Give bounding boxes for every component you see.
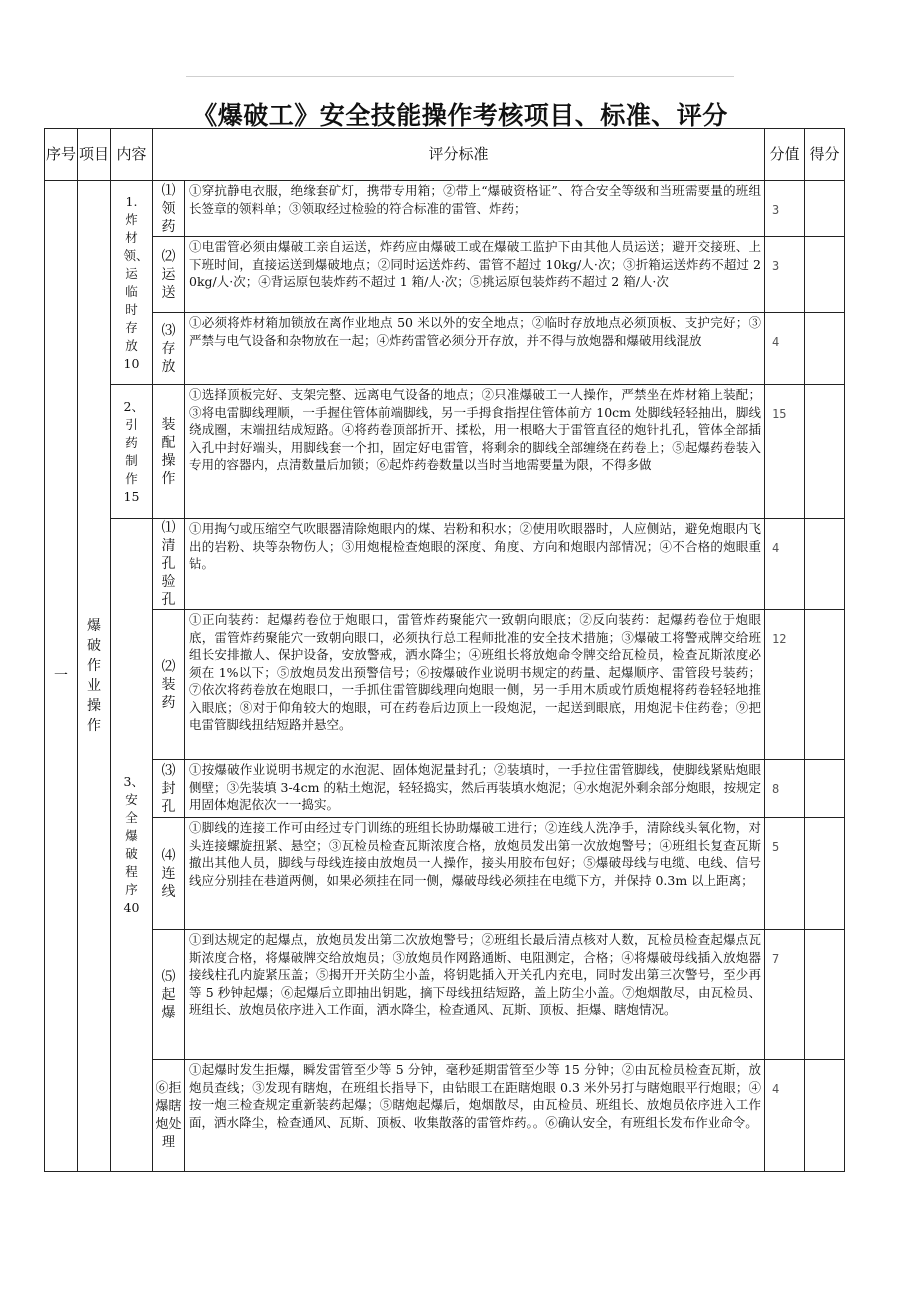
criteria-text: ①穿抗静电衣服，绝缘套矿灯，携带专用箱；②带上“爆破资格证”、符合安全等级和当班需要量的班组长签章的领料单；③领取经过检验的符合标准的雷管、炸药； — [185, 181, 765, 237]
points-value: 5 — [765, 818, 805, 930]
score-cell[interactable] — [805, 181, 845, 237]
score-cell[interactable] — [805, 519, 845, 610]
table-row — [45, 818, 845, 930]
header-score: 得分 — [805, 129, 845, 181]
score-cell[interactable] — [805, 760, 845, 818]
item-label: 装配操作 — [153, 385, 185, 519]
page-title: 《爆破工》安全技能操作考核项目、标准、评分 — [192, 101, 728, 130]
item-label: ⑵装药 — [153, 610, 185, 760]
table-row — [45, 181, 845, 237]
section-seq: 一 — [45, 181, 78, 1172]
score-cell[interactable] — [805, 610, 845, 760]
score-cell[interactable] — [805, 1060, 845, 1172]
points-value: 3 — [765, 237, 805, 313]
criteria-text: ①必须将炸材箱加锁放在离作业地点 50 米以外的安全地点；②临时存放地点必须顶板、支护完好；③严禁与电气设备和杂物放在一起；④炸药雷管必须分开存放，并不得与放炮器和爆破用线混放 — [185, 313, 765, 385]
score-cell[interactable] — [805, 313, 845, 385]
group-label: 3、安全爆破程序40 — [111, 519, 153, 1172]
score-cell[interactable] — [805, 237, 845, 313]
table-header-row — [45, 129, 845, 181]
table-row — [45, 930, 845, 1060]
table-row — [45, 519, 845, 610]
item-label: ⑵运送 — [153, 237, 185, 313]
header-seq: 序号 — [45, 129, 78, 181]
points-value: 12 — [765, 610, 805, 760]
item-label: ⑷连线 — [153, 818, 185, 930]
table-row — [45, 610, 845, 760]
group-label: 2、引药制作15 — [111, 385, 153, 519]
points-value: 8 — [765, 760, 805, 818]
item-label: ⑴清孔验孔 — [153, 519, 185, 610]
group-label: 1.炸材领、运临时存放10 — [111, 181, 153, 385]
item-label: ⑶封孔 — [153, 760, 185, 818]
score-cell[interactable] — [805, 385, 845, 519]
table-row — [45, 313, 845, 385]
points-value: 7 — [765, 930, 805, 1060]
criteria-text: ①用掏勺或压缩空气吹眼器清除炮眼内的煤、岩粉和积水；②使用吹眼器时，人应侧站，避免炮眼内飞出的岩粉、块等杂物伤人；③用炮棍检查炮眼的深度、角度、方向和炮眼内部情况；④不合格的炮眼重钻。 — [185, 519, 765, 610]
header-rule — [186, 76, 734, 77]
points-value: 4 — [765, 1060, 805, 1172]
item-label: ⑶存放 — [153, 313, 185, 385]
table-row — [45, 385, 845, 519]
item-label: ⑸起爆 — [153, 930, 185, 1060]
header-criteria: 评分标准 — [153, 129, 765, 181]
section-project: 爆破作业操作 — [78, 181, 111, 1172]
header-project: 项目 — [78, 129, 111, 181]
criteria-text: ①到达规定的起爆点，放炮员发出第二次放炮警号；②班组长最后清点核对人数，瓦检员检查起爆点瓦斯浓度合格，将爆破牌交给放炮员；③放炮员作网路通断、电阻测定，合格；④将爆破母线插入放炮器接线柱孔内旋紧压盖；⑤揭开开关防尘小盖，将钥匙插入开关孔内充电，同时发出第三次警号，至少再等 5 秒钟起爆；⑥起爆后立即抽出钥匙，摘下母线扭结短路，盖上防尘小盖。⑦炮烟散尽，由瓦检员、班组长、放炮员依序进入工作面，洒水降尘，检查通风、瓦斯、顶板、拒爆、瞎炮情况。 — [185, 930, 765, 1060]
item-label: ⑴领药 — [153, 181, 185, 237]
criteria-text: ①脚线的连接工作可由经过专门训练的班组长协助爆破工进行；②连线人洗净手，清除线头氧化物，对头连接螺旋扭紧、悬空；③瓦检员检查瓦斯浓度合格，放炮员发出第一次放炮警号；④班组长复查瓦斯撤出其他人员，脚线与母线连接由放炮员一人操作，接头用胶布包好；⑤爆破母线与电缆、电线、信号线应分别挂在巷道两侧，如果必须挂在同一侧，爆破母线必须挂在电缆下方，并保持 0.3m 以上距离； — [185, 818, 765, 930]
table-row — [45, 760, 845, 818]
points-value: 4 — [765, 519, 805, 610]
criteria-text: ①电雷管必须由爆破工亲自运送，炸药应由爆破工或在爆破工监护下由其他人员运送；避开交接班、上下班时间，直接运送到爆破地点；②同时运送炸药、雷管不超过 10kg/人·次；③折箱运送炸药不超过 20kg/人·次；④背运原包装炸药不超过 1 箱/人·次；⑤挑运原包装炸药不超过 2 箱/人·次 — [185, 237, 765, 313]
table-row — [45, 1060, 845, 1172]
score-cell[interactable] — [805, 930, 845, 1060]
points-value: 3 — [765, 181, 805, 237]
assessment-table — [44, 128, 845, 1172]
table-row — [45, 237, 845, 313]
score-cell[interactable] — [805, 818, 845, 930]
header-points: 分值 — [765, 129, 805, 181]
criteria-text: ①选择顶板完好、支架完整、远离电气设备的地点；②只准爆破工一人操作，严禁坐在炸材箱上装配；③将电雷脚线理顺，一手握住管体前端脚线，另一手拇食指捏住管体前方 10cm 处脚线轻轻抽出，脚线绕成圈，末端扭结成短路。④将药卷顶部折开、揉松，用一根略大于雷管直径的炮针扎孔，管体全部插入孔中封好端头，用脚线套一个扣，固定好电雷管，将剩余的脚线全部缠绕在药卷上；⑤起爆药卷装入专用的容器内，点清数量后加锁；⑥起炸药卷数量以当时当地需要量为限，不得多做 — [185, 385, 765, 519]
criteria-text: ①按爆破作业说明书规定的水泡泥、固体炮泥量封孔；②装填时，一手拉住雷管脚线，使脚线紧贴炮眼侧壁；③先装填 3-4cm 的粘土炮泥，轻轻捣实，然后再装填水炮泥；④水炮泥外剩余部分炮眼，按规定用固体炮泥依次一一捣实。 — [185, 760, 765, 818]
criteria-text: ①正向装药：起爆药卷位于炮眼口，雷管炸药聚能穴一致朝向眼底；②反向装药：起爆药卷位于炮眼底，雷管炸药聚能穴一致朝向眼口，必须执行总工程师批准的安全技术措施；③爆破工将警戒牌交给班组长安排撤人、保护设备，安放警戒，洒水降尘；④班组长将放炮命令牌交给瓦检员，检查瓦斯浓度必须在 1%以下；⑤放炮员发出预警信号；⑥按爆破作业说明书规定的药量、起爆顺序、雷管段号装药；⑦依次将药卷放在炮眼口，一手抓住雷管脚线理向炮眼一侧，另一手用木质或竹质炮棍将药卷轻轻地推入眼底；⑧对于仰角较大的炮眼，可在药卷后边顶上一段炮泥，一起送到眼底，用炮泥卡住药卷；⑨把电雷管脚线扭结短路并悬空。 — [185, 610, 765, 760]
points-value: 4 — [765, 313, 805, 385]
item-label: ⑥拒爆瞎炮处理 — [153, 1060, 185, 1172]
criteria-text: ①起爆时发生拒爆，瞬发雷管至少等 5 分钟，毫秒延期雷管至少等 15 分钟；②由瓦检员检查瓦斯，放炮员查线；③发现有瞎炮，在班组长指导下，由钻眼工在距瞎炮眼 0.3 米外另打与瞎炮眼平行炮眼；④按一炮三检查规定重新装药起爆；⑤瞎炮起爆后，炮烟散尽，由瓦检员、班组长、放炮员依序进入工作面，洒水降尘，检查通风、瓦斯、顶板、收集散落的雷管炸药。。⑥确认安全，有班组长发布作业命令。 — [185, 1060, 765, 1172]
points-value: 15 — [765, 385, 805, 519]
header-content: 内容 — [111, 129, 153, 181]
